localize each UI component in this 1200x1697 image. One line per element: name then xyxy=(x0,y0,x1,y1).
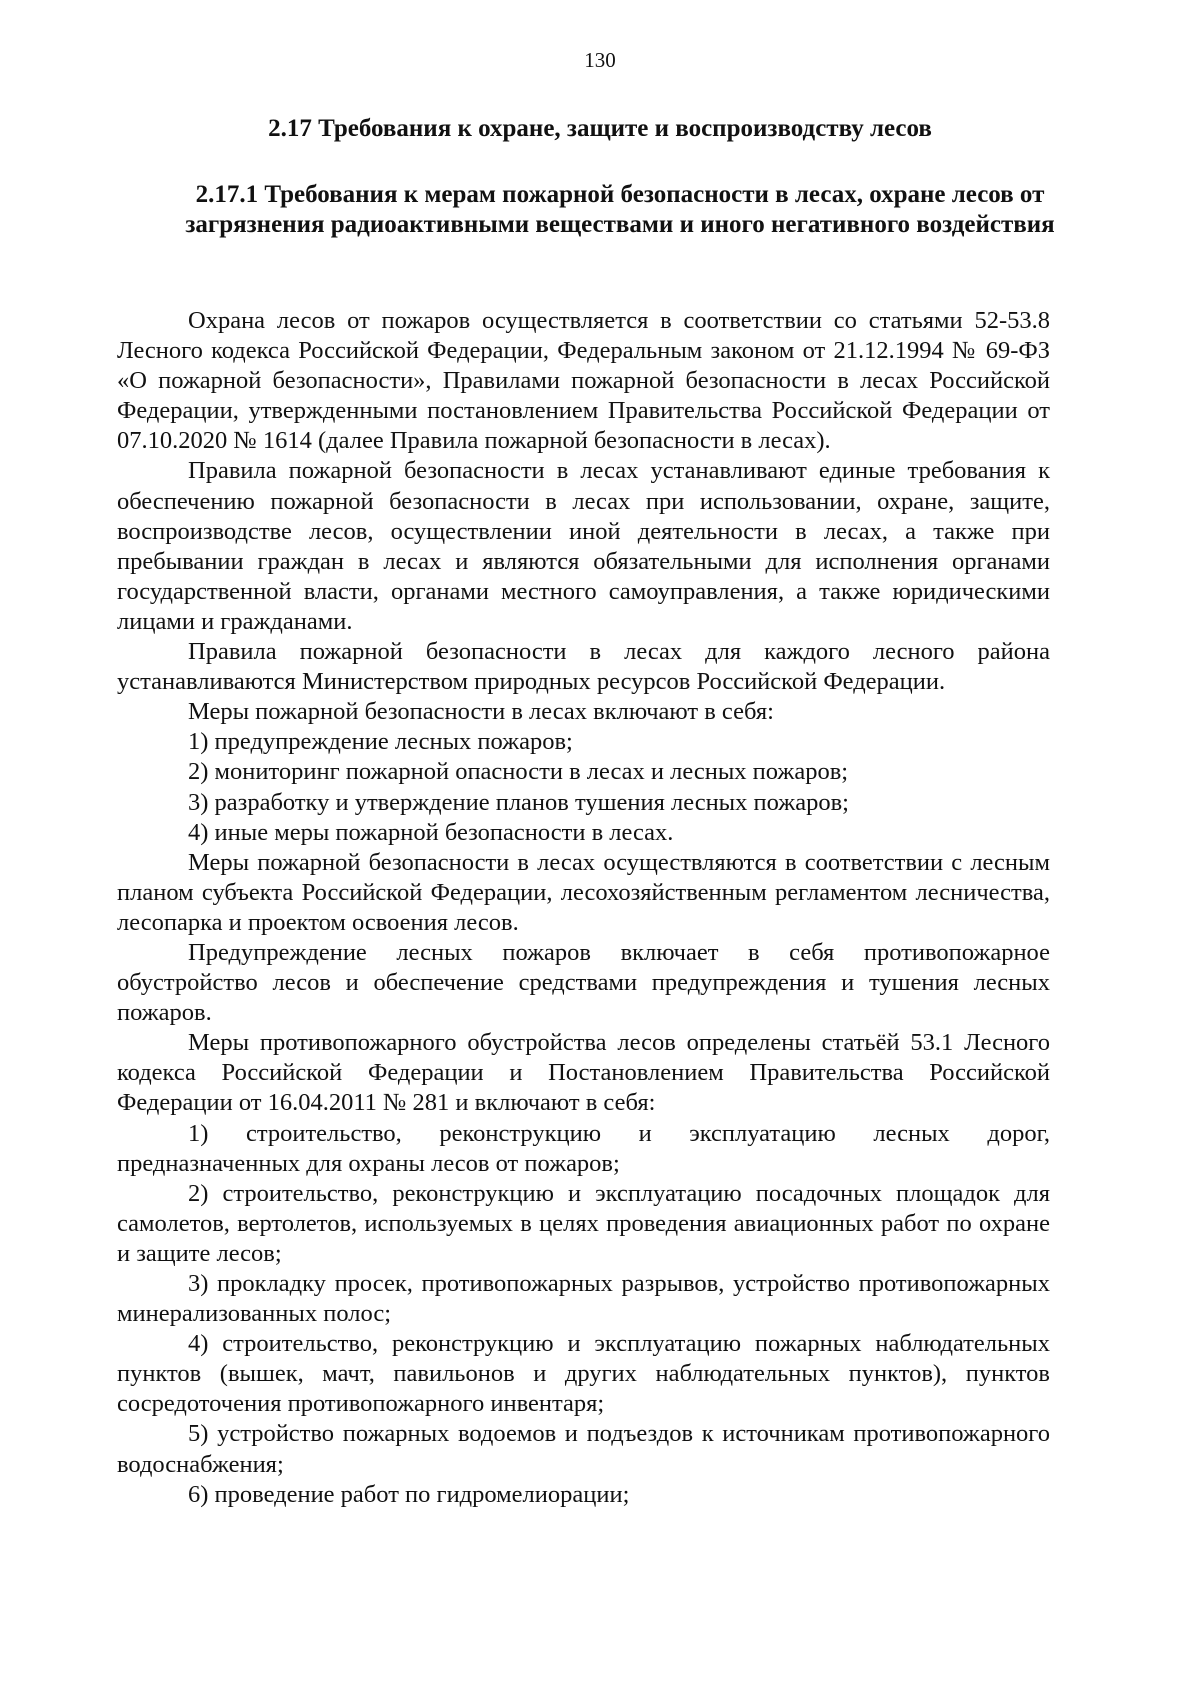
paragraph: Правила пожарной безопасности в лесах для каждого лесного района устанавливаются Министерством природных ресурсов Российской Федерации. xyxy=(117,638,1050,696)
list-item: 2) мониторинг пожарной опасности в лесах и лесных пожаров; xyxy=(188,758,849,786)
list-item: 4) иные меры пожарной безопасности в лесах. xyxy=(188,818,674,846)
paragraph: Правила пожарной безопасности в лесах устанавливают единые требования к обеспечению пожарной безопасности в лесах при использовании, охране, защите, воспроизводстве лесов, осуществлении иной деятельности в лесах, а также при пребывании граждан в лесах и являются обязательными для исполнения органами государственной власти, органами местного самоуправления, а также юридическими лицами и гражданами. xyxy=(117,457,1050,635)
list-item: 5) устройство пожарных водоемов и подъездов к источникам противопожарного водоснабжения; xyxy=(117,1420,1050,1478)
list-item: 1) предупреждение лесных пожаров; xyxy=(188,728,573,756)
paragraph: Меры пожарной безопасности в лесах включают в себя: xyxy=(188,698,774,726)
list-item: 4) строительство, реконструкцию и эксплуатацию пожарных наблюдательных пунктов (вышек, мачт, павильонов и других наблюдательных пунктов), пунктов сосредоточения противопожарного инвентаря; xyxy=(117,1330,1050,1418)
list-item: 3) прокладку просек, противопожарных разрывов, устройство противопожарных минерализованных полос; xyxy=(117,1270,1050,1328)
body-text xyxy=(117,306,1050,1510)
page-number: 130 xyxy=(584,48,616,72)
paragraph: Предупреждение лесных пожаров включает в себя противопожарное обустройство лесов и обеспечение средствами предупреждения и тушения лесных пожаров. xyxy=(117,938,1050,1027)
section-heading: 2.17 Требования к охране, защите и воспроизводству лесов xyxy=(268,115,932,142)
list-item: 2) строительство, реконструкцию и эксплуатацию посадочных площадок для самолетов, вертолетов, используемых в целях проведения авиационных работ по охране и защите лесов; xyxy=(117,1179,1050,1267)
paragraph: Охрана лесов от пожаров осуществляется в соответствии со статьями 52-53.8 Лесного кодекса Российской Федерации, Федеральным законом от 21.12.1994 № 69-ФЗ «О пожарной безопасности», Правилами пожарной безопасности в лесах Российской Федерации, утвержденными постановлением Правительства Российской Федерации от 07.10.2020 № 1614 (далее Правила пожарной безопасности в лесах). xyxy=(117,307,1050,455)
list-item: 3) разработку и утверждение планов тушения лесных пожаров; xyxy=(188,788,849,816)
list-item: 1) строительство, реконструкцию и эксплуатацию лесных дорог, предназначенных для охраны лесов от пожаров; xyxy=(117,1119,1050,1177)
subsection-heading: 2.17.1 Требования к мерам пожарной безопасности в лесах, охране лесов от загрязнения радиоактивными веществами и иного негативного воздействия xyxy=(185,181,1055,238)
paragraph: Меры противопожарного обустройства лесов определены статьёй 53.1 Лесного кодекса Российской Федерации и Постановлением Правительства Российской Федерации от 16.04.2011 № 281 и включают в себя: xyxy=(117,1029,1050,1117)
paragraph: Меры пожарной безопасности в лесах осуществляются в соответствии с лесным планом субъекта Российской Федерации, лесохозяйственным регламентом лесничества, лесопарка и проектом освоения лесов. xyxy=(117,848,1050,936)
list-item: 6) проведение работ по гидромелиорации; xyxy=(188,1480,630,1508)
